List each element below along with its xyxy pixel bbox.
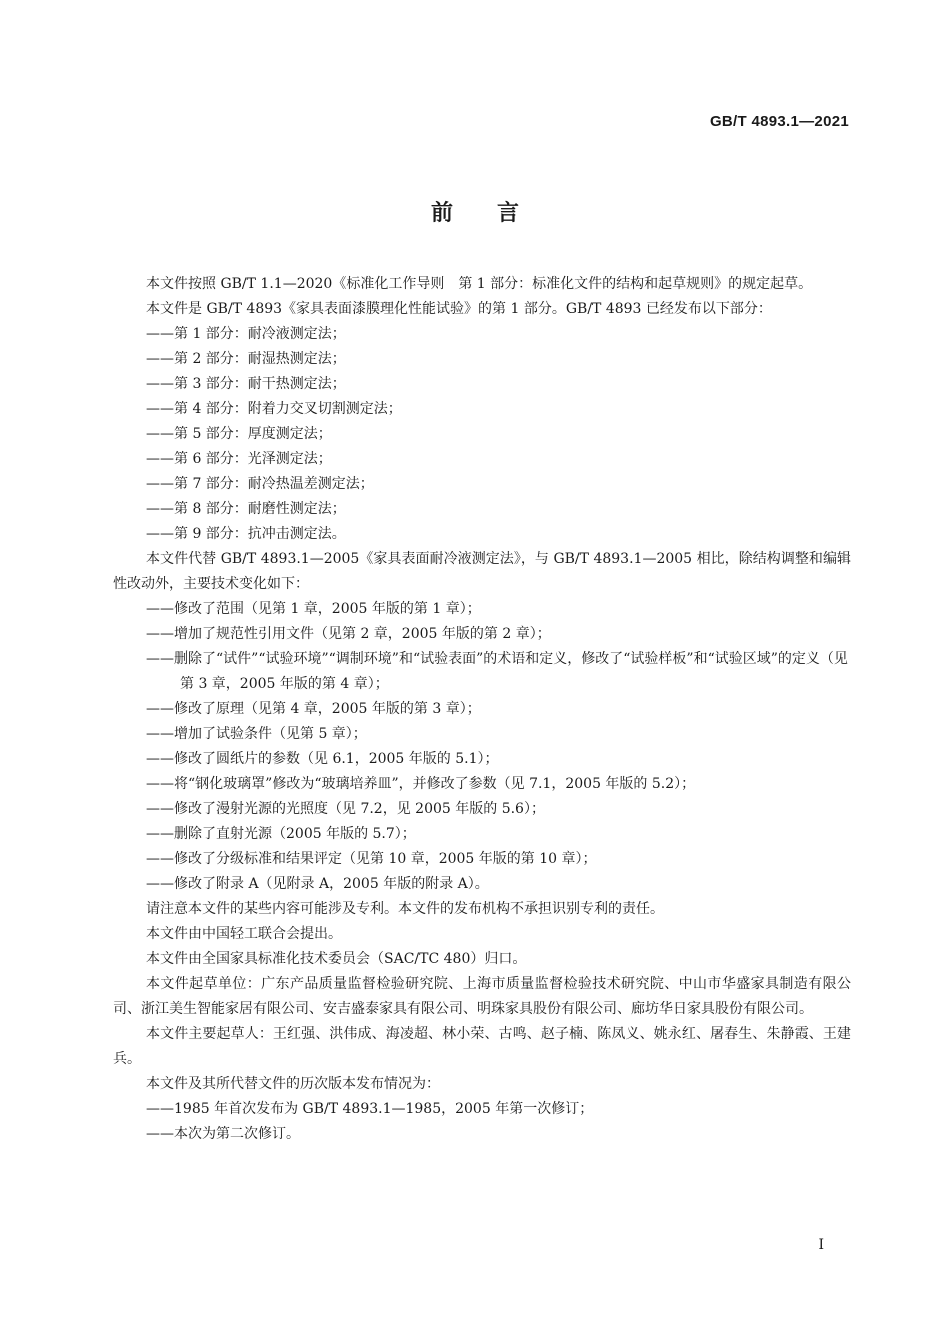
list-item-part: ——第 4 部分：附着力交叉切割测定法； <box>146 401 402 417</box>
paragraph-replacement: 本文件代替 GB/T 4893.1—2005《家具表面耐冷液测定法》，与 GB/T 4893.1—2005 相比，除结构调整和编辑性改动外，主要技术变化如下： <box>113 551 851 592</box>
paragraph-patent-notice: 请注意本文件的某些内容可能涉及专利。本文件的发布机构不承担识别专利的责任。 <box>146 901 664 917</box>
list-item-part: ——第 2 部分：耐湿热测定法； <box>146 351 346 367</box>
list-item-history: ——1985 年首次发布为 GB/T 4893.1—1985，2005 年第一次修订； <box>146 1101 594 1117</box>
standard-code: GB/T 4893.1—2021 <box>709 113 849 130</box>
list-item-change: ——将“钢化玻璃罩”修改为“玻璃培养皿”，并修改了参数（见 7.1，2005 年版的 5.2）； <box>146 776 696 792</box>
paragraph-drafting-rules: 本文件按照 GB/T 1.1—2020《标准化工作导则 第 1 部分：标准化文件的结构和起草规则》的规定起草。 <box>146 276 813 292</box>
paragraph-history-intro: 本文件及其所代替文件的历次版本发布情况为： <box>146 1076 440 1092</box>
list-item-change: ——修改了原理（见第 4 章，2005 年版的第 3 章）； <box>146 701 481 717</box>
list-item-part: ——第 8 部分：耐磨性测定法； <box>146 501 346 517</box>
list-item-part: ——第 9 部分：抗冲击测定法。 <box>146 526 346 542</box>
list-item-part: ——第 7 部分：耐冷热温差测定法； <box>146 476 374 492</box>
list-item-change: ——修改了分级标准和结果评定（见第 10 章，2005 年版的第 10 章）； <box>146 851 597 867</box>
list-item-part: ——第 1 部分：耐冷液测定法； <box>146 326 346 342</box>
paragraph-drafters: 本文件主要起草人：王红强、洪伟成、海凌超、林小荣、古鸣、赵子楠、陈凤义、姚永红、屠春生、朱静霞、王建兵。 <box>113 1026 851 1067</box>
paragraph-committee: 本文件由全国家具标准化技术委员会（SAC/TC 480）归口。 <box>146 951 527 967</box>
foreword-body <box>113 272 851 1147</box>
list-item-change: ——增加了试验条件（见第 5 章）； <box>146 726 367 742</box>
page-title: 前 言 <box>430 201 519 226</box>
list-item-part: ——第 6 部分：光泽测定法； <box>146 451 332 467</box>
list-item-change: ——修改了圆纸片的参数（见 6.1，2005 年版的 5.1）； <box>146 751 499 767</box>
paragraph-proposer: 本文件由中国轻工联合会提出。 <box>146 926 342 942</box>
list-item-change: ——修改了范围（见第 1 章，2005 年版的第 1 章）； <box>146 601 481 617</box>
list-item-change: ——删除了直射光源（2005 年版的 5.7）； <box>146 826 416 842</box>
page-number: I <box>818 1237 824 1253</box>
list-item-change: ——增加了规范性引用文件（见第 2 章，2005 年版的第 2 章）； <box>146 626 551 642</box>
paragraph-series-intro: 本文件是 GB/T 4893《家具表面漆膜理化性能试验》的第 1 部分。GB/T 4893 已经发布以下部分： <box>146 301 772 317</box>
list-item-change: ——修改了附录 A（见附录 A，2005 年版的附录 A）。 <box>146 876 489 892</box>
list-item-part: ——第 5 部分：厚度测定法； <box>146 426 332 442</box>
list-item-history: ——本次为第二次修订。 <box>146 1126 300 1142</box>
list-item-change: ——删除了“试件”“试验环境”“调制环境”和“试验表面”的术语和定义，修改了“试验样板”和“试验区域”的定义（见第 3 章，2005 年版的第 4 章）； <box>146 651 848 692</box>
list-item-part: ——第 3 部分：耐干热测定法； <box>146 376 346 392</box>
list-item-change: ——修改了漫射光源的光照度（见 7.2，见 2005 年版的 5.6）； <box>146 801 545 817</box>
paragraph-drafting-units: 本文件起草单位：广东产品质量监督检验研究院、上海市质量监督检验技术研究院、中山市华盛家具制造有限公司、浙江美生智能家居有限公司、安吉盛泰家具有限公司、明珠家具股份有限公司、廊坊华日家具股份有限公司。 <box>113 976 851 1017</box>
